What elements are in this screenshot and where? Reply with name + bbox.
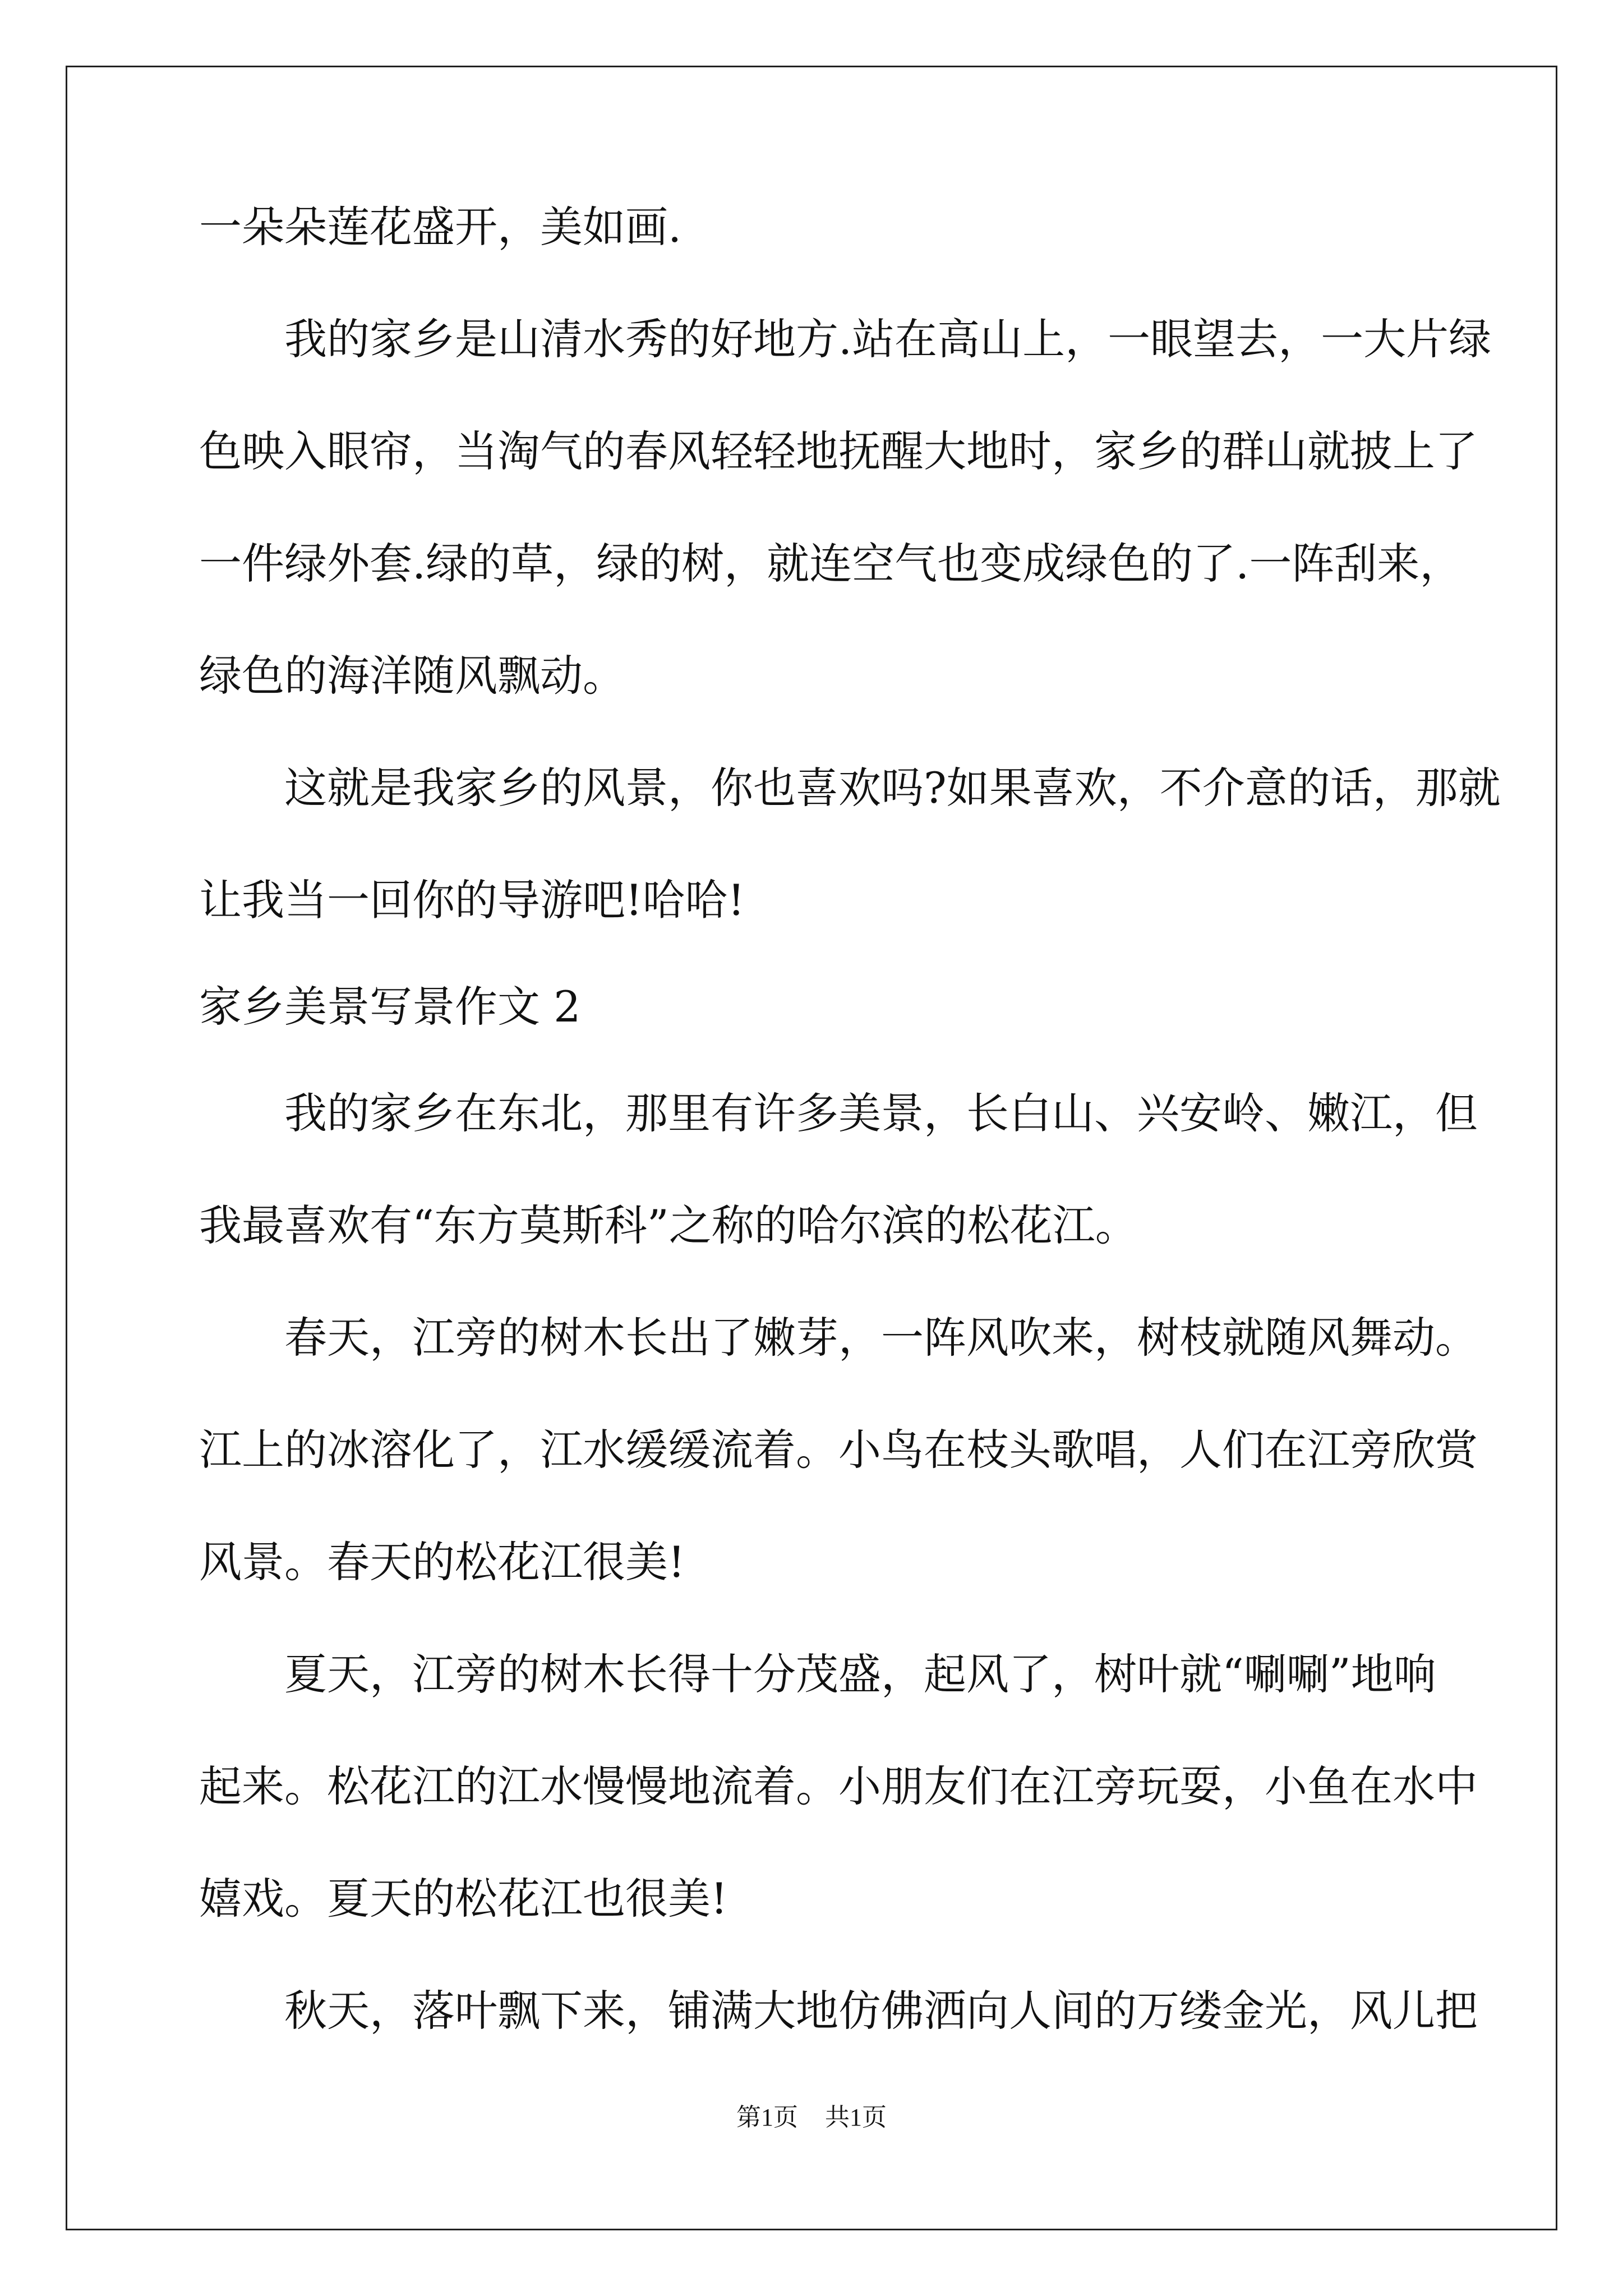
text-line-15: 起来。松花江的江水慢慢地流着。小朋友们在江旁玩耍，小鱼在水中 <box>199 1761 1478 1811</box>
section-heading: 家乡美景写景作文 2 <box>199 982 581 1032</box>
text-line-6: 这就是我家乡的风景，你也喜欢吗?如果喜欢，不介意的话，那就 <box>284 763 1501 813</box>
text-line-12: 江上的冰溶化了，江水缓缓流着。小鸟在枝头歌唱，人们在江旁欣赏 <box>199 1425 1478 1475</box>
page-number: 第1页 <box>736 2104 798 2131</box>
text-line-13: 风景。春天的松花江很美! <box>199 1537 685 1587</box>
page-total: 共1页 <box>825 2104 887 2131</box>
text-line-17: 秋天，落叶飘下来，铺满大地仿佛洒向人间的万缕金光，风儿把 <box>284 1986 1478 2036</box>
text-line-11: 春天，江旁的树木长出了嫩芽，一阵风吹来，树枝就随风舞动。 <box>284 1313 1478 1363</box>
text-line-14: 夏天，江旁的树木长得十分茂盛，起风了，树叶就“唰唰”地响 <box>284 1649 1436 1699</box>
text-line-5: 绿色的海洋随风飘动。 <box>199 651 625 701</box>
text-line-4: 一件绿外套.绿的草，绿的树，就连空气也变成绿色的了.一阵刮来， <box>199 539 1463 588</box>
text-line-1: 一朵朵莲花盛开，美如画. <box>199 202 682 252</box>
text-line-2: 我的家乡是山清水秀的好地方.站在高山上，一眼望去，一大片绿 <box>284 314 1492 364</box>
text-line-10: 我最喜欢有“东方莫斯科”之称的哈尔滨的松花江。 <box>199 1200 1138 1250</box>
text-line-16: 嬉戏。夏天的松花江也很美! <box>199 1874 728 1924</box>
text-line-7: 让我当一回你的导游吧!哈哈! <box>199 875 745 925</box>
text-line-9: 我的家乡在东北，那里有许多美景，长白山、兴安岭、嫩江，但 <box>284 1088 1478 1138</box>
page-footer <box>0 2101 1623 2134</box>
text-line-3: 色映入眼帘，当淘气的春风轻轻地抚醒大地时，家乡的群山就披上了 <box>199 426 1478 476</box>
